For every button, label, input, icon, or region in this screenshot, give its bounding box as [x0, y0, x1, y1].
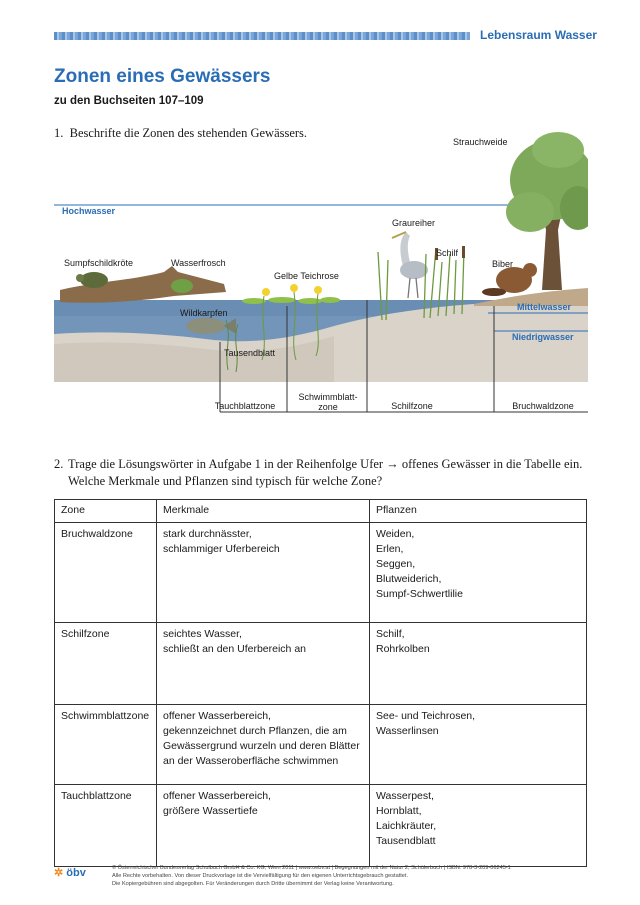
- pflanze-line: Hornblatt,: [376, 805, 422, 817]
- merkmal-line: offener Wasserbereich,: [163, 710, 271, 722]
- table-row: [55, 523, 587, 623]
- label-schilf: Schilf: [436, 248, 459, 258]
- pflanze-line: See- und Teichrosen,: [376, 710, 476, 722]
- table-header-pflanzen: Pflanzen: [370, 500, 587, 523]
- label-gelbe-teichrose: Gelbe Teichrose: [274, 271, 339, 281]
- task-2-line1: Trage die Lösungswörter in Aufgabe 1 in der Reihenfolge Ufer → offenes Gewässer in die Tabelle ein.: [68, 457, 583, 471]
- table-header-row: [55, 500, 587, 523]
- table-header-merkmale: Merkmale: [157, 500, 370, 523]
- label-biber: Biber: [492, 259, 514, 269]
- merkmal-line: seichtes Wasser,: [163, 628, 242, 640]
- pflanze-line: Seggen,: [376, 558, 416, 570]
- label-hochwasser: Hochwasser: [62, 206, 116, 216]
- label-wildkarpfen: Wildkarpfen: [180, 308, 228, 318]
- merkmal-line: stark durchnässter,: [163, 528, 252, 540]
- cell-zone: Schwimmblattzone: [55, 705, 157, 785]
- pflanze-line: Rohrkolben: [376, 643, 430, 655]
- table-row: [55, 705, 587, 785]
- pflanze-line: Wasserlinsen: [376, 725, 439, 737]
- cell-zone: Bruchwaldzone: [55, 523, 157, 623]
- cell-merkmale: [157, 523, 370, 623]
- task-1-number: 1.: [54, 126, 64, 140]
- merkmal-line: schließt an den Uferbereich an: [163, 643, 306, 655]
- publisher-logo: ✲ öbv: [54, 867, 86, 879]
- pflanze-line: Erlen,: [376, 543, 404, 555]
- label-graureiher: Graureiher: [392, 218, 436, 228]
- pond-illustration-svg: [54, 120, 588, 420]
- task-2: [54, 456, 582, 490]
- cell-pflanzen: [370, 523, 587, 623]
- page-subtitle: zu den Buchseiten 107–109: [54, 95, 204, 107]
- merkmal-line: gekennzeichnet durch Pflanzen, die am: [163, 725, 347, 737]
- merkmal-line: größere Wassertiefe: [163, 805, 258, 817]
- cell-merkmale: [157, 623, 370, 705]
- pflanze-line: Sumpf-Schwertlilie: [376, 588, 463, 600]
- merkmal-line: offener Wasserbereich,: [163, 790, 271, 802]
- page-title: Zonen eines Gewässers: [54, 66, 271, 87]
- label-wasserfrosch: Wasserfrosch: [171, 258, 226, 268]
- pflanze-line: Wasserpest,: [376, 790, 434, 802]
- cell-zone: Schilfzone: [55, 623, 157, 705]
- footer-copyright: [112, 864, 511, 888]
- label-mittelwasser: Mittelwasser: [517, 302, 572, 312]
- cell-pflanzen: [370, 785, 587, 867]
- zone-label-schwimmblatt-line2: zone: [318, 402, 338, 412]
- pflanze-line: Tausendblatt: [376, 835, 436, 847]
- cell-merkmale: [157, 785, 370, 867]
- table-row: [55, 623, 587, 705]
- zone-label-bruchwald: Bruchwaldzone: [512, 401, 574, 411]
- merkmal-line: Gewässergrund wurzeln und deren Blätter: [163, 740, 360, 752]
- cell-merkmale: [157, 705, 370, 785]
- pflanze-line: Weiden,: [376, 528, 415, 540]
- pflanze-line: Blutweiderich,: [376, 573, 442, 585]
- label-niedrigwasser: Niedrigwasser: [512, 332, 574, 342]
- zones-table: [54, 499, 587, 867]
- merkmal-line: schlammiger Uferbereich: [163, 543, 280, 555]
- label-tausendblatt: Tausendblatt: [224, 348, 276, 358]
- merkmal-line: an der Wasseroberfläche schwimmen: [163, 755, 339, 767]
- zone-label-schilf: Schilfzone: [391, 401, 433, 411]
- zone-label-tauchblatt: Tauchblattzone: [214, 401, 276, 411]
- label-strauchweide: Strauchweide: [453, 137, 508, 147]
- publisher-logo-text: öbv: [66, 867, 86, 879]
- table-header-zone: Zone: [55, 500, 157, 523]
- header-decor-bar: [54, 32, 470, 40]
- pflanze-line: Schilf,: [376, 628, 405, 640]
- pond-zones-illustration: [54, 120, 588, 420]
- label-sumpfschildkroete: Sumpfschildkröte: [64, 258, 134, 268]
- zone-label-schwimmblatt: [290, 392, 366, 412]
- task-2-number: 2.: [54, 457, 64, 471]
- cell-pflanzen: [370, 705, 587, 785]
- footer-line: © Österreichischer Bundesverlag Schulbuch GmbH & Co. KG, Wien 2011 | www.oebv.at | Begegnungen mit der Natur 2, Schülerbuch | ISBN: 978-3-209-06245-1: [112, 865, 511, 871]
- cell-zone: Tauchblattzone: [55, 785, 157, 867]
- footer-line: Alle Rechte vorbehalten. Von dieser Druckvorlage ist die Vervielfältigung für den eigenen Unterrichtsgebrauch gestattet.: [112, 873, 409, 879]
- cell-pflanzen: [370, 623, 587, 705]
- section-title: Lebensraum Wasser: [480, 28, 597, 42]
- footer-line: Die Kopiergebühren sind abgegolten. Für Veränderungen durch Dritte übernimmt der Verlag keine Verantwortung.: [112, 881, 394, 887]
- zone-label-schwimmblatt-line1: Schwimmblatt-: [298, 392, 358, 402]
- table-row: [55, 785, 587, 867]
- pflanze-line: Laichkräuter,: [376, 820, 437, 832]
- task-2-line2: Welche Merkmale und Pflanzen sind typisch für welche Zone?: [68, 474, 383, 488]
- task-1-text: Beschrifte die Zonen des stehenden Gewässers.: [69, 126, 308, 140]
